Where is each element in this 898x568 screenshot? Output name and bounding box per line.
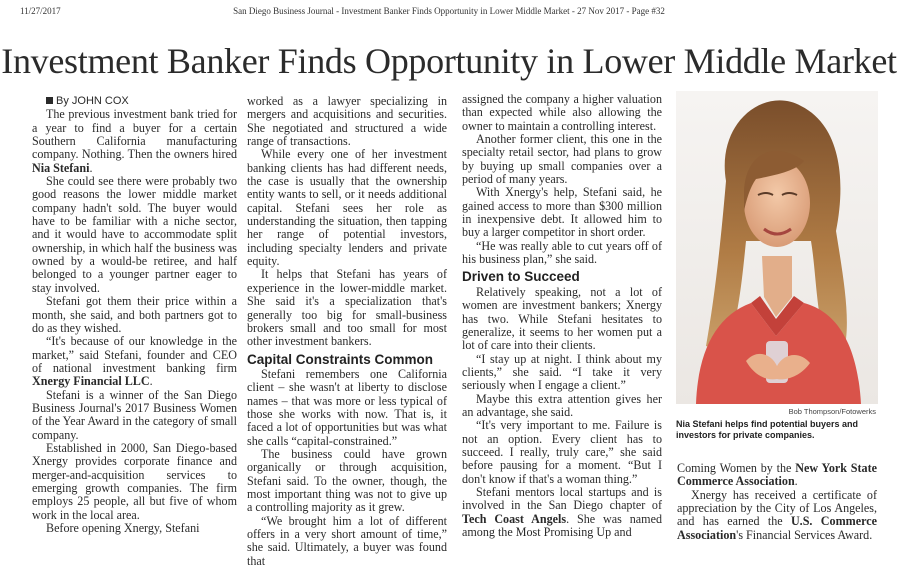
subheading: Driven to Succeed	[462, 269, 580, 285]
bold-org: New York State Commerce Association	[677, 461, 877, 489]
subheading: Capital Constraints Common	[247, 351, 434, 367]
bold-org: Tech Coast Angels	[462, 511, 567, 526]
byline	[32, 95, 237, 108]
paragraph: “It's very important to me. Failure is not an option. Every client has to succeed. I really, truly care,” she said before pausing for a moment. “But I don't know if that's a woman thing.”	[462, 418, 662, 486]
paragraph: “He was really able to cut years off of his business plan,” she said.	[462, 238, 662, 267]
column-1	[32, 95, 237, 535]
paragraph: Stefani is a winner of the San Diego Business Journal's 2017 Business Women of the Year Award in the category of small company.	[32, 387, 237, 442]
paragraph: Before opening Xnergy, Stefani	[46, 521, 200, 535]
paragraph: With Xnergy's help, Stefani said, he gained access to more than $300 million in inexpensive debt. It allowed him to buy a larger competitor in short order.	[462, 185, 662, 240]
paragraph: Stefani remembers one California client – she wasn't at liberty to disclose names – that was more or less typical of those she works with now. That is, it faced a lot of opportunities but was what she calls “capital-constrained.”	[247, 366, 447, 448]
paragraph: Xnergy has received a certificate of appreciation by the City of Los Angeles, and has earned the U.S. Commerce Association's Financial Services Award.	[677, 487, 877, 542]
paragraph: worked as a lawyer specializing in mergers and acquisitions and securities. She negotiated and structured a wide range of transactions.	[247, 94, 447, 149]
paragraph: “It's because of our knowledge in the market,” said Stefani, founder and CEO of national investment banking firm Xnergy Financial LLC.	[32, 334, 237, 389]
paragraph: Established in 2000, San Diego-based Xnergy provides corporate finance and merger-and-acquisition services to emerging growth companies. The firm employs 25 people, all but five of whom work in the local area.	[32, 440, 237, 522]
paragraph: assigned the company a higher valuation than expected while also allowing the owner to maintain a controlling interest.	[462, 92, 662, 133]
headline: Investment Banker Finds Opportunity in Lower Middle Market	[1, 41, 897, 81]
paragraph: The previous investment bank tried for a year to find a buyer for a certain Southern California manufacturing company. Nothing. Then the owners hired Nia Stefani.	[32, 107, 237, 175]
paragraph: It helps that Stefani has years of experience in the lower-middle market. She said it's a specialization that's generally too big for small-business brokers small and too small for most other investment bankers.	[247, 267, 447, 349]
paragraph: Relatively speaking, not a lot of women are investment bankers; Xnergy has two. While Stefani hesitates to generalize, it seems to her women put a lot of care into their clients.	[462, 284, 662, 353]
bold-org: U.S. Commerce Association	[677, 514, 877, 542]
paragraph: “We brought him a lot of different offers in a very short amount of time,” she said. Ultimately, a buyer was found that	[247, 513, 447, 568]
paragraph: “I stay up at night. I think about my clients,” she said. “I take it very seriously when I engage a client.”	[462, 351, 662, 393]
paragraph: Stefani got them their price within a month, she said, and both partners got to do as they wished.	[32, 294, 237, 335]
bold-company: Xnergy Financial LLC	[32, 374, 150, 389]
portrait-illustration	[676, 91, 878, 404]
paragraph: Stefani mentors local startups and is involved in the San Diego chapter of Tech Coast Angels. She was named among the Most Promising Up and	[462, 484, 662, 539]
photo-credit: Bob Thompson/Fotowerks	[788, 407, 876, 416]
source-line: San Diego Business Journal - Investment Banker Finds Opportunity in Lower Middle Market - 27 Nov 2017 - Page #32	[233, 6, 665, 16]
byline-text: By JOHN COX	[56, 95, 129, 107]
paragraph: The business could have grown organically or through acquisition, Stefani said. To the owner, though, the most important thing was not to give up a controlling majority as it grew.	[247, 446, 447, 515]
print-date: 11/27/2017	[20, 6, 61, 16]
paragraph: Maybe this extra attention gives her an advantage, she said.	[462, 391, 662, 419]
portrait-photo	[676, 91, 878, 404]
bullet-square-icon	[46, 97, 53, 104]
paragraph: She could see there were probably two good reasons the lower middle market company hadn't sold. The buyer would have to be familiar with a niche sector, and it would have to accommodate split ownership, in which half the business was owned by a would-be retiree, and half belonged to a younger partner eager to stay involved.	[32, 174, 237, 295]
photo-caption: Nia Stefani helps find potential buyers and investors for private companies.	[676, 419, 859, 440]
bold-name: Nia Stefani	[32, 160, 90, 175]
column-2	[247, 95, 447, 568]
column-3	[462, 93, 662, 539]
column-4	[677, 462, 877, 542]
paragraph: Coming Women by the New York State Commerce Association.	[677, 461, 877, 489]
paragraph: While every one of her investment banking clients has had different needs, the case is usually that the ownership entity wants to sell, or it needs additional capital. Stefani sees her role as understanding the situation, then tapping her range of potential investors, including specialty lenders and private equity.	[247, 147, 447, 269]
paragraph: Another former client, this one in the specialty retail sector, had plans to grow by buying up small companies over a period of many years.	[462, 132, 662, 187]
